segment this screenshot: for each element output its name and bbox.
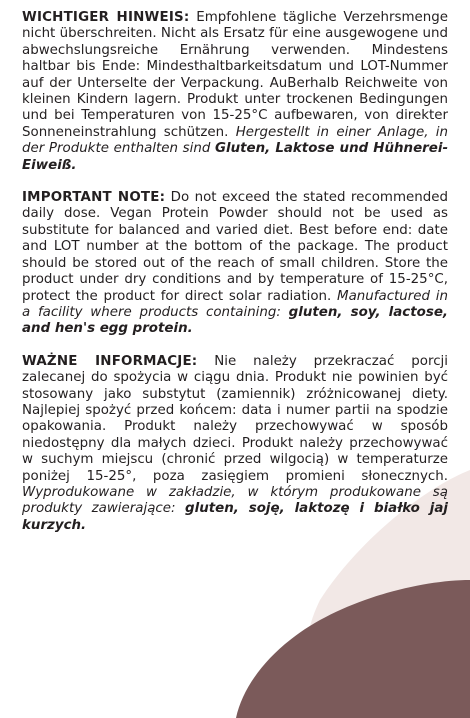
section-german-italic: Hergestellt in einer Anlage, in der Produkte enthalten sind xyxy=(22,124,449,157)
section-german xyxy=(22,10,448,174)
section-english-italic: Manufactured in a facility where products containing: xyxy=(22,288,448,320)
section-english-heading: IMPORTANT NOTE: xyxy=(22,190,166,206)
section-polish-body: Nie należy przekraczać porcji zalecanej do spożycia w ciągu dnia. Produkt nie powinien być stosowany jako substytut (zamiennik) zróżnicowanej diety. Najlepiej spożyć przed końcem: data i numer partii na spodzie opakowania. Produkt należy przechowywać w sposób niedostępny dla małych dzieci. Produkt należy przechowywać w suchym miejscu (chronić przed wilgocią) w temperaturze poniżej 15-25°, poza zasięgiem promieni słonecznych. xyxy=(22,353,448,484)
section-polish-allergens: gluten, soję, laktozę i białko jaj kurzych. xyxy=(22,501,448,533)
warning-text-block xyxy=(22,10,448,534)
section-english-body: Do not exceed the stated recommended daily dose. Vegan Protein Powder should not be used as substitute for balanced and varied diet. Best before end: date and LOT number at the bottom of the package. The product should be stored out of the reach of small children. Store the product under dry conditions and by temperature of 15-25°C, protect the product for direct solar radiation. xyxy=(22,190,448,304)
section-german-allergens: Gluten, Laktose und Hühnerei-Eiweiß. xyxy=(22,141,449,173)
section-english-allergens: gluten, soy, lactose, and hen's egg protein. xyxy=(22,304,448,337)
section-english xyxy=(22,190,448,338)
section-polish xyxy=(22,354,448,534)
section-german-body: Empfohlene tägliche Verzehrsmenge nicht überschreiten. Nicht als Ersatz für eine ausgewogene und abwechslungsreiche Ernährung verwenden. Mindestens haltbar bis Ende: Mindesthaltbarkeitsdatum und LOT-Nummer auf der Unterselte der Verpackung. AuBerhalb Reichweite von kleinen Kindern lagern. Produkt unter trockenen Bedingungen und bei Temperaturen von 15-25°C aufbewaren, von direkter Sonneneinstrahlung schützen. xyxy=(22,10,448,140)
section-polish-italic: Wyprodukowane w zakładzie, w którym produkowane są produkty zawierające: xyxy=(22,484,448,517)
section-german-heading: WICHTIGER HINWEIS: xyxy=(22,10,190,25)
section-polish-heading: WAŻNE INFORMACJE: xyxy=(22,353,198,369)
